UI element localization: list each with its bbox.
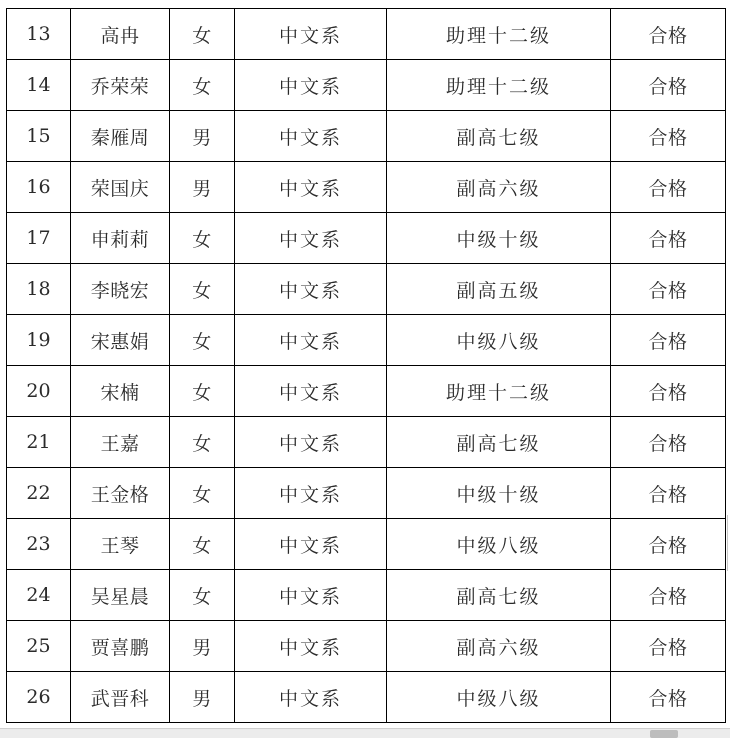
staff-table-body (7, 9, 726, 723)
job-grade-cell: 副高六级 (387, 162, 611, 213)
gender-cell: 男 (170, 111, 235, 162)
job-grade-cell: 副高七级 (387, 417, 611, 468)
department-cell: 中文系 (235, 417, 387, 468)
department-cell: 中文系 (235, 111, 387, 162)
row-number-cell: 21 (7, 417, 71, 468)
table-row (7, 621, 726, 672)
row-number-cell: 15 (7, 111, 71, 162)
assessment-result-cell: 合格 (611, 213, 726, 264)
horizontal-scrollbar-thumb[interactable] (650, 730, 678, 738)
gender-cell: 女 (170, 315, 235, 366)
assessment-result-cell: 合格 (611, 315, 726, 366)
assessment-result-cell: 合格 (611, 162, 726, 213)
person-name-cell: 武晋科 (71, 672, 170, 723)
job-grade-cell: 中级八级 (387, 519, 611, 570)
row-number-cell: 19 (7, 315, 71, 366)
table-row (7, 366, 726, 417)
job-grade-cell: 助理十二级 (387, 60, 611, 111)
job-grade-cell: 中级八级 (387, 315, 611, 366)
assessment-result-cell: 合格 (611, 621, 726, 672)
assessment-result-cell: 合格 (611, 468, 726, 519)
gender-cell: 女 (170, 468, 235, 519)
gender-cell: 女 (170, 213, 235, 264)
assessment-result-cell: 合格 (611, 366, 726, 417)
job-grade-cell: 副高六级 (387, 621, 611, 672)
gender-cell: 女 (170, 417, 235, 468)
row-number-cell: 25 (7, 621, 71, 672)
row-number-cell: 24 (7, 570, 71, 621)
person-name-cell: 贾喜鹏 (71, 621, 170, 672)
gender-cell: 女 (170, 60, 235, 111)
person-name-cell: 王琴 (71, 519, 170, 570)
row-number-cell: 13 (7, 9, 71, 60)
person-name-cell: 吴星晨 (71, 570, 170, 621)
person-name-cell: 宋惠娟 (71, 315, 170, 366)
gender-cell: 女 (170, 519, 235, 570)
person-name-cell: 乔荣荣 (71, 60, 170, 111)
gender-cell: 男 (170, 672, 235, 723)
row-number-cell: 26 (7, 672, 71, 723)
department-cell: 中文系 (235, 9, 387, 60)
row-number-cell: 20 (7, 366, 71, 417)
table-row (7, 111, 726, 162)
assessment-result-cell: 合格 (611, 60, 726, 111)
assessment-result-cell: 合格 (611, 111, 726, 162)
row-number-cell: 18 (7, 264, 71, 315)
department-cell: 中文系 (235, 570, 387, 621)
person-name-cell: 宋楠 (71, 366, 170, 417)
table-row (7, 672, 726, 723)
department-cell: 中文系 (235, 264, 387, 315)
row-number-cell: 17 (7, 213, 71, 264)
person-name-cell: 秦雁周 (71, 111, 170, 162)
gender-cell: 男 (170, 162, 235, 213)
table-row (7, 315, 726, 366)
job-grade-cell: 副高五级 (387, 264, 611, 315)
gender-cell: 女 (170, 366, 235, 417)
person-name-cell: 高冉 (71, 9, 170, 60)
department-cell: 中文系 (235, 672, 387, 723)
job-grade-cell: 中级十级 (387, 213, 611, 264)
person-name-cell: 荣国庆 (71, 162, 170, 213)
table-row (7, 264, 726, 315)
gender-cell: 女 (170, 570, 235, 621)
assessment-result-cell: 合格 (611, 519, 726, 570)
job-grade-cell: 中级八级 (387, 672, 611, 723)
department-cell: 中文系 (235, 519, 387, 570)
table-row (7, 60, 726, 111)
assessment-result-cell: 合格 (611, 570, 726, 621)
row-number-cell: 16 (7, 162, 71, 213)
table-row (7, 213, 726, 264)
assessment-result-cell: 合格 (611, 417, 726, 468)
department-cell: 中文系 (235, 621, 387, 672)
table-row (7, 570, 726, 621)
job-grade-cell: 副高七级 (387, 111, 611, 162)
row-number-cell: 22 (7, 468, 71, 519)
job-grade-cell: 副高七级 (387, 570, 611, 621)
row-number-cell: 23 (7, 519, 71, 570)
assessment-result-cell: 合格 (611, 264, 726, 315)
person-name-cell: 申莉莉 (71, 213, 170, 264)
department-cell: 中文系 (235, 60, 387, 111)
department-cell: 中文系 (235, 468, 387, 519)
gender-cell: 男 (170, 621, 235, 672)
department-cell: 中文系 (235, 213, 387, 264)
job-grade-cell: 中级十级 (387, 468, 611, 519)
department-cell: 中文系 (235, 162, 387, 213)
person-name-cell: 王嘉 (71, 417, 170, 468)
assessment-result-cell: 合格 (611, 672, 726, 723)
table-row (7, 519, 726, 570)
job-grade-cell: 助理十二级 (387, 366, 611, 417)
person-name-cell: 李晓宏 (71, 264, 170, 315)
table-row (7, 9, 726, 60)
gender-cell: 女 (170, 9, 235, 60)
table-row (7, 468, 726, 519)
department-cell: 中文系 (235, 315, 387, 366)
staff-table (6, 8, 726, 723)
person-name-cell: 王金格 (71, 468, 170, 519)
gender-cell: 女 (170, 264, 235, 315)
assessment-result-cell: 合格 (611, 9, 726, 60)
row-number-cell: 14 (7, 60, 71, 111)
horizontal-scrollbar[interactable] (0, 728, 730, 738)
table-row (7, 417, 726, 468)
table-row (7, 162, 726, 213)
department-cell: 中文系 (235, 366, 387, 417)
job-grade-cell: 助理十二级 (387, 9, 611, 60)
